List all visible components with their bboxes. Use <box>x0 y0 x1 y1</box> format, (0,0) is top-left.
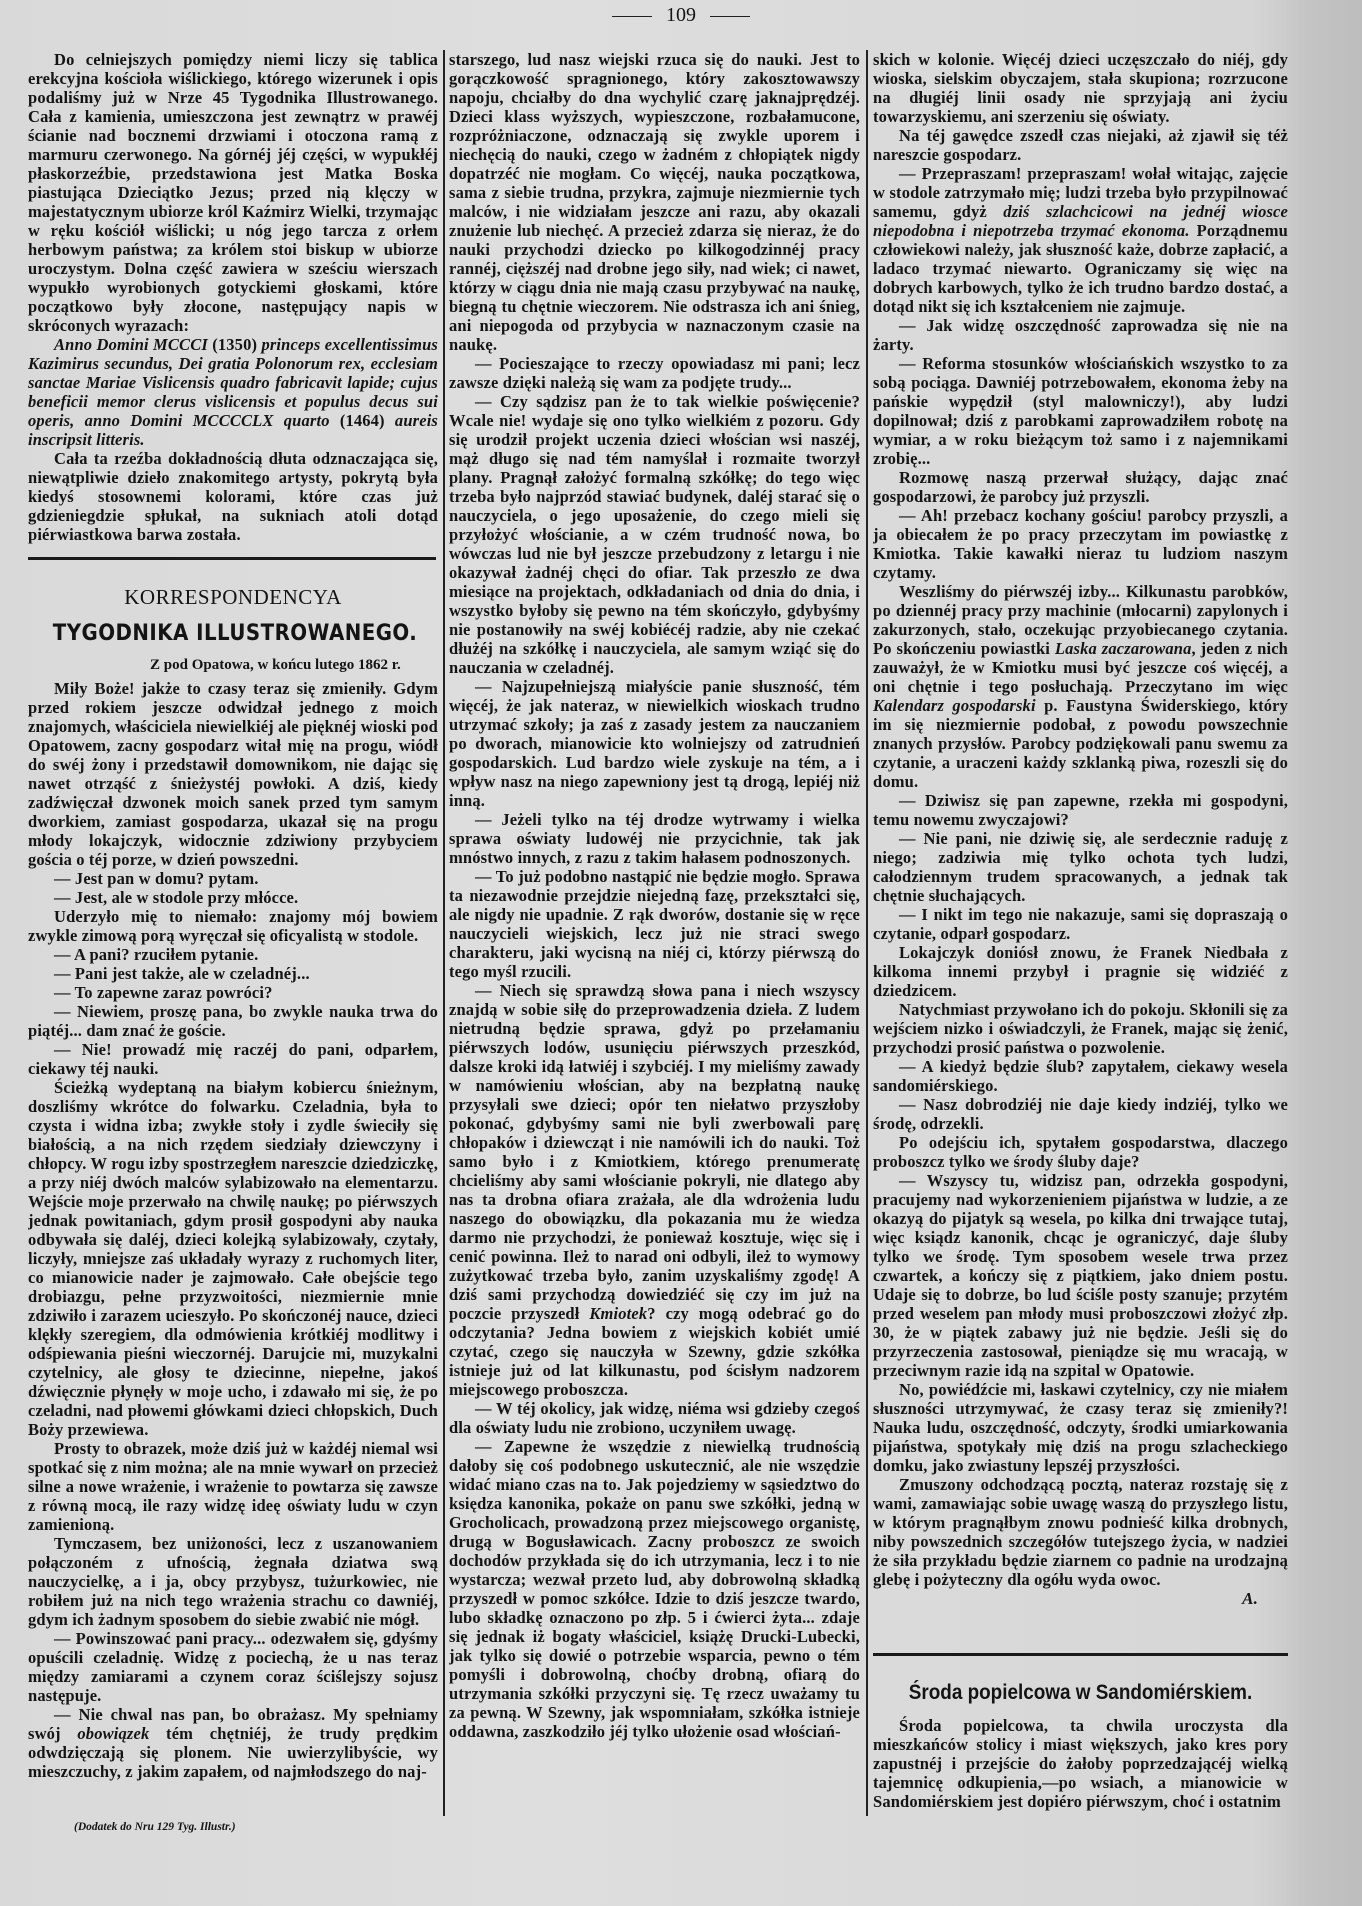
paragraph <box>28 335 438 449</box>
article-title: Środa popielcowa w Sandomiérskiem. <box>908 1681 1253 1704</box>
text-run: Rozmowę naszą przerwał służący, dając znać gospodarzowi, że parobcy już przyszli. <box>873 468 1288 506</box>
text-run: Na téj gawędce zszedł czas niejaki, aż zjawił się téż nareszcie gospodarz. <box>873 126 1288 164</box>
text-run: — A pani? rzuciłem pytanie. <box>54 945 259 964</box>
text-run: — Najzupełniejszą miałyście panie słuszność, tém więcéj, że jak nateraz, w niewielkich wioskach trudno utrzymać szkoły; ja zaś z zasady jestem za nauczaniem po dworach, mianowicie kto wolniejszy od zatrudnień gospodarskich. Lud bardzo wiele zyskuje na tém, a i wpływ nasz na niego zapewniony jest tą drogą, lepiéj niż inną. <box>449 677 860 810</box>
italic-text-run: Kmiotek <box>589 1304 648 1323</box>
text-run: Tymczasem, bez uniżoności, lecz z uszanowaniem połączoném z ufnością, żegnała dziatwa swą nauczycielkę, a i ja, obcy przybysz, tużurkowiec, nie robiłem już na nich tego wrażenia strachu co dawniéj, gdym ich żadnym sposobem do siebie zwabić nie mógł. <box>28 1534 438 1629</box>
paragraph <box>28 679 438 869</box>
text-run: — Wszyscy tu, widzisz pan, odrzekła gospodyni, pracujemy nad wykorzenieniem pijaństwa w ludzie, a ze okazyą do pijatyk są wesela, po kilka dni trwające tutaj, więc ksiądz kanonik, chcąc je ograniczyć, daje śluby tylko we środę. Tym sposobem wesele trwa przez czwartek, a kończy się z piątkiem, jako dniem postu. Udaje się to dobrze, bo lud ściśle posty szanuje; przytém przed weselem pan młody musi proboszczowi złożyć złp. 30, że w piątek zabawy już nie będzie. Jeśli się do przyrzeczenia zastosował, pieniądze się mu wracają, w przeciwnym razie idą na szpital w Opatowie. <box>873 1171 1288 1380</box>
paragraph <box>873 126 1288 164</box>
paragraph <box>873 50 1288 126</box>
paragraph <box>28 1705 438 1781</box>
text-run: Weszliśmy do piérwszéj izby... Kilkunastu parobków, po dziennéj pracy przy machinie (młocarni) zapylonych i zakurzonych, stało, oczekując przyobiecanego czytania. Po skończeniu powiastki <box>873 582 1288 658</box>
text-run: Uderzyło mię to niemało: znajomy mój bowiem zwykle zimową porą wyręczał się oficyalistą w stodole. <box>28 907 438 945</box>
text-run: starszego, lud nasz wiejski rzuca się do nauki. Jest to gorączkowość spragnionego, który zakosztowawszy napoju, chciałby do dna wychylić czarę jaknajprędzéj. Dzieci klass wyższych, wypieszczone, rozbałamucone, rozpróżniaczone, odznaczają się zwykle uporem i niechęcią do nauki, czego w żadném z chłopiątek nigdy dopatrzéć nie mogłam. Co więcéj, nauka początkowa, sama z siebie trudna, przykra, zajmuje niezmiernie tych malców, i nie widziałam jeszcze ani razu, aby okazali znużenie lub niechęć. A przecież zdarza się nieraz, że do nauki przychodzi dziecko po kilkogodzinnéj pracy rannéj, cięższéj nad drobne jego siły, nad wiek; ci nawet, którzy w ciągu dnia nie mają czasu przybywać na naukę, biegną tu chętnie wieczorem. Nie odstrasza ich ani śnieg, ani niepogoda od przybycia w naznaczonym czasie na naukę. <box>449 50 860 354</box>
paragraph <box>28 1078 438 1439</box>
italic-text-run: obowiązek <box>77 1724 150 1743</box>
text-run: — Ah! przebacz kochany gościu! parobcy przyszli, a ja obiecałem że po pracy przeczytam im powiastkę z Kmiotka. Takie kawałki nieraz tu ludziom naszym czytamy. <box>873 506 1288 582</box>
text-run: Porządnemu człowiekowi należy, jak słuszność każe, dobrze zapłacić, a ladaco trzymać niewarto. Ograniczamy się więc na dobrych karbowych, tylko że ich trudno bardzo dostać, a dotąd nikt się ich kształceniem nie zajmuje. <box>873 221 1288 316</box>
masthead-title: TYGODNIKA ILLUSTROWANEGO. <box>52 621 418 646</box>
text-run: — W téj okolicy, jak widzę, niéma wsi gdzieby czegoś dla oświaty ludu nie zrobiono, uczyniłem uwagę. <box>449 1399 860 1437</box>
paragraph <box>873 354 1288 468</box>
page-number <box>0 4 1362 27</box>
paragraph <box>873 468 1288 506</box>
section-divider <box>28 557 436 560</box>
divider <box>710 16 750 17</box>
text-run: — Jest, ale w stodole przy młócce. <box>54 888 299 907</box>
paragraph <box>449 1399 860 1437</box>
text-run: (1350) <box>212 335 262 354</box>
paragraph <box>873 1716 1288 1811</box>
text-run: Do celniejszych pomiędzy niemi liczy się tablica erekcyjna kościoła wiślickiego, którego wizerunek i opis podaliśmy już w Nrze 45 Tygodnika Illustrowanego. Cała z kamienia, umieszczona jest zewnątrz w prawéj ścianie nad bocznemi drzwiami i otoczona ramą z marmuru czerwonego. Na górnéj jéj części, w wypukłéj płaskorzeźbie, przedstawiona jest Matka Boska piastująca Dzieciątko Jezus; przed nią klęczy w majestatycznym ubiorze król Kaźmirz Wielki, trzymając w ręku kościół wiślicki; u nóg jego tarcza z orłem herbowym państwa; za królem stoi biskup w ubiorze uroczystym. Dolna część zawiera w sześciu wierszach wypukło wyrobionych gotyckiemi głoskami, które początkowo były złocone, następujący napis w skróconych wyrazach: <box>28 50 438 335</box>
text-run: — To już podobno nastąpić nie będzie mogło. Sprawa ta niezawodnie przejdzie niejedną fazę, przekształci się, ale nigdy nie upadnie. Z rąk dworów, dostanie się w ręce nauczycieli wiejskich, lecz już nie straci swego charakteru, jaki wycisną na niéj ci, którzy piérwszą do tego myśl rzucili. <box>449 867 860 981</box>
text-run: — Nie pani, nie dziwię się, ale serdecznie raduję z niego; zadziwia mię tylko ochota tych ludzi, całodziennym trudem spracowanych, a jednak tak chętnie słuchających. <box>873 829 1288 905</box>
paragraph <box>873 943 1288 1000</box>
paragraph <box>28 1439 438 1534</box>
text-run: — Czy sądzisz pan że to tak wielkie poświęcenie? Wcale nie! wydaje się ono tylko wielkiém z pozoru. Gdy się urodził projekt uczenia dzieci włościan wsi naszéj, mąż długo się nad tém namyślał i rozmaite tworzył plany. Pragnął założyć formalną szkółkę; do tego więc trzeba było najprzód stawiać budynek, daléj starać się o nauczyciela, o jego uposażenie, do czego mieli się przyłożyć włościanie, a w czém trudność nowa, bo wówczas lud nie był jeszcze przebudzony z letargu i nie okazywał żadnéj chęci do ofiar. Tak przeszło ze dwa miesiące na projektach, odkładaniach od dnia do dnia, i wszystko byłoby się pewno na tém skończyło, gdybyśmy nie postanowiły na swéj kobiécéj radzie, aby nie czekać dłużéj na szkółkę i nauczyciela, ale samym wziąć się do nauczania w czeladnéj. <box>449 392 860 677</box>
paragraph <box>873 316 1288 354</box>
letter-text-column-3 <box>873 50 1288 1648</box>
column-rule <box>866 50 868 1816</box>
text-run: — Jak widzę oszczędność zaprowadza się nie na żarty. <box>873 316 1288 354</box>
paragraph <box>28 1002 438 1040</box>
text-run: — Nasz dobrodziéj nie daje kiedy indziéj, tylko we środę, odrzekli. <box>873 1095 1288 1133</box>
text-run: p. Faustyna Świderskiego, który im się niezmiernie podobał, z powodu powszechnie znanych przysłów. Parobcy podziękowali panu swemu za czytanie, a uraczeni każdy szklanką piwa, rozeszli się do domu. <box>873 696 1288 791</box>
paragraph <box>449 354 860 392</box>
paragraph <box>28 907 438 945</box>
text-run: Prosty to obrazek, może dziś już w każdéj niemal wsi spotkać się z nim można; ale na mnie wywarł on przecież silne a nowe wrażenie, i wrażenie to powtarza się zawsze z równą mocą, ile razy widzę ideę oświaty ludu w czyn zamienioną. <box>28 1439 438 1534</box>
paragraph <box>873 905 1288 943</box>
paragraph <box>873 1380 1288 1475</box>
text-run: — To zapewne zaraz powróci? <box>54 983 273 1002</box>
italic-text-run: Laska zaczarowana <box>1054 639 1192 658</box>
text-run: , jeden z nich zauważył, że w Kmiotku musi być jeszcze coś więcéj, a oni chętnie i tego posłuchają. Przeczytano im więc <box>873 639 1288 696</box>
section-divider <box>873 1653 1288 1656</box>
paragraph <box>28 945 438 964</box>
letter-text-column-2 <box>449 50 860 1816</box>
paragraph <box>28 869 438 888</box>
paragraph <box>873 1000 1288 1057</box>
text-run: skich w kolonie. Więcéj dzieci uczęszczało do niéj, gdy wioska, sielskim obyczajem, stała skupiona; rozrzucone na długiéj linii osady nie sprzyjają ani życiu towarzyskiemu, ani szerzeniu się oświaty. <box>873 50 1288 126</box>
paragraph <box>873 829 1288 905</box>
section-heading: KORRESPONDENCYA <box>124 585 342 609</box>
paragraph <box>28 1040 438 1078</box>
paragraph <box>28 888 438 907</box>
text-run: — Powinszować pani pracy... odezwałem się, gdyśmy opuścili czeladnię. Widzę z pociechą, że u nas teraz między zamiarami a czynem coraz ściślejszy sojusz następuje. <box>28 1629 438 1705</box>
text-run: — Niech się sprawdzą słowa pana i niech wszyscy znajdą w sobie siłę do przeprowadzenia dzieła. Z ludem nietrudną będzie sprawa, gdyż po przełamaniu piérwszych lodów, usunięciu piérwszych przeszkód, dalsze kroki idą łatwiéj i szybciéj. I my mieliśmy zawady w namówieniu włościan, aby na bezpłatną naukę przysyłali swe dzieci; opór ten niełatwo przyszłoby pokonać, gdybyśmy sami nie byli zwerbowali parę chłopaków i dziewcząt i nie namówili ich do nauki. Toż samo było i z Kmiotkiem, którego prenumeratę chcieliśmy aby sami włościanie pokryli, nie dlatego aby nas ta drobna ofiara zrażała, ale dla wdrożenia ludu naszego do obowiązku, dla pokazania mu że wiedza darmo nie przychodzi, że ponieważ kosztuje, więc się i cenić powinna. Ileż to narad oni odbyli, ileż to wymowy zużytkować trzeba było, zanim uzyskaliśmy zgodę! A dziś sami przychodzą dowiedziéć się czy im już na poczcie przyszedł <box>449 981 860 1323</box>
text-run: — Dziwisz się pan zapewne, rzekła mi gospodyni, temu nowemu zwyczajowi? <box>873 791 1288 829</box>
paragraph <box>449 677 860 810</box>
text-run: Lokajczyk doniósł znowu, że Franek Niedbała z kilkoma innemi przybył i pragnie się widziéć z dziedzicem. <box>873 943 1288 1000</box>
article-inscription-text <box>28 50 438 550</box>
italic-text-run: princeps excellentissimus Kazimirus secundus, Dei gratia Polonorum rex, ecclesiam sanctae Mariae Vislicensis quadro fabricavit lapide; cujus beneficii memor clerus vislicensis et populus decus sui operis, anno Domini MCCCCLX quarto <box>28 335 438 430</box>
paragraph <box>873 1057 1288 1095</box>
text-run: — Pocieszające to rzeczy opowiadasz mi pani; lecz zawsze dzięki należą się wam za podjęte trudy... <box>449 354 860 392</box>
text-run: — Przepraszam! przepraszam! wołał witając, zajęcie w stodole zatrzymało mię; ludzi trzeba było przypilnować samemu, gdyż <box>873 164 1288 221</box>
text-run: Po odejściu ich, spytałem gospodarstwa, dlaczego proboszcz tylko we środy śluby daje? <box>873 1133 1288 1171</box>
text-run: — Zapewne że wszędzie z niewielką trudnością dałoby się coś podobnego uskutecznić, ale nie wszędzie widać miano czas na to. Jak pojedziemy w sąsiedztwo do księdza kanonika, pokaże on panu swe szkółki, jedną w Grocholicach, prowadzoną przez miejscowego organistę, drugą w Bogusławicach. Zacny proboszcz ze swoich dochodów przykłada się do ich utrzymania, lecz i to nie wystarcza; wezwał przeto lud, aby dobrowolną składką przyszedł w pomoc szkółce. Idzie to dziś jeszcze twardo, lubo składkę oznaczono po złp. 5 i ćwierci żyta... zdaje się jednak iż bogaty właściciel, książę Drucki-Lubecki, jak tylko się dowié o potrzebie wsparcia, pewno o tém pomyśli i dobrowolną, choćby drobną, ofiarą do utrzymania szkółki przyczyni się. Tę rzecz uważamy tu za pewną. W Szewny, jak wspomniałam, szkółka istnieje oddawna, zaszkodziło jéj tylko ułożenie osad włościań- <box>449 1437 860 1741</box>
text-run: — Nie! prowadź mię raczéj do pani, odparłem, ciekawy téj nauki. <box>28 1040 438 1078</box>
paragraph <box>873 582 1288 791</box>
paragraph <box>449 867 860 981</box>
text-run: — Nie chwal nas pan, bo obrażasz. My spełniamy swój <box>28 1705 438 1743</box>
paragraph <box>449 50 860 354</box>
italic-text-run: aureis inscripsit litteris. <box>28 411 438 449</box>
text-run: — Niewiem, proszę pana, bo zwykle nauka trwa do piątéj... dam znać że goście. <box>28 1002 438 1040</box>
divider <box>612 16 652 17</box>
paragraph <box>28 1629 438 1705</box>
paragraph <box>28 964 438 983</box>
italic-text-run: Anno Domini MCCCI <box>54 335 213 354</box>
article-ash-wednesday-text <box>873 1716 1288 1816</box>
text-run: Miły Boże! jakże to czasy teraz się zmieniły. Gdym przed rokiem jeszcze odwidzał jednego z moich znajomych, właściciela niewielkiéj ale pięknéj wioski pod Opatowem, zacny gospodarz witał mię na progu, wiódł do swéj żony i przedstawił domownikom, nie dając się nawet otrząść z śnieżystéj powłoki. A dziś, kiedy zadźwięczał dzwonek moich sanek przed tym samym dworkiem, zamiast gospodarza, ukazał się na progu młody lokajczyk, widocznie zdziwiony przybyciem gościa o téj porze, w dzień powszedni. <box>28 679 438 869</box>
paragraph <box>449 392 860 677</box>
letter-text-column-1 <box>28 679 438 1817</box>
paragraph <box>449 810 860 867</box>
footnote: (Dodatek do Nru 129 Tyg. Illustr.) <box>74 1821 236 1833</box>
paragraph <box>28 50 438 335</box>
text-run: Ścieżką wydeptaną na białym kobiercu śnieżnym, doszliśmy wkrótce do folwarku. Czeladnia, była to czysta i widna izba; zwykłe stoły i zydle świeciły się białością, a na nich rzędem siedziały dziewczyny i chłopcy. W rogu izby spostrzegłem nareszcie dziedziczkę, a przy niéj dwóch malców sylabizowało na elementarzu. Wejście moje przerwało na chwilę naukę; po piérwszych jednak powitaniach, gdym prosił gospodyni aby nauka odbywała się daléj, dzieci kolejką sylabizowały, czytały, liczyły, mniejsze zaś układały wyrazy z ruchomych liter, co mianowicie nader je zajmowało. Całe obejście tego drobiazgu, pełne przyzwoitości, niezmiernie mnie zdziwiło i zarazem ucieszyło. Po skończonéj nauce, dzieci klękły szeregiem, dla odmówienia krótkiéj modlitwy i odśpiewania pieśni wieczornéj. Darujcie mi, muzykalni czytelnicy, ale głosy te dziecinne, niepełne, jakoś dźwięcznie płynęły w moje ucho, i zdawało mi się, że po czeladni, nad płowemi główkami dzieci chłopskich, Duch Boży przewiewa. <box>28 1078 438 1439</box>
dateline: Z pod Opatowa, w końcu lutego 1862 r. <box>150 657 401 673</box>
page-number-text: 109 <box>666 4 696 26</box>
paragraph <box>873 1171 1288 1380</box>
text-run: — I nikt im tego nie nakazuje, sami się dopraszają o czytanie, odparł gospodarz. <box>873 905 1288 943</box>
text-run: tém chętniéj, że trudy prędkim odwdzięczają się plonem. Nie uwierzylibyście, wy mieszczuchy, z jakim zapałem, od najmłodszego do naj- <box>28 1724 438 1781</box>
paragraph <box>28 449 438 544</box>
text-run: Środa popielcowa, ta chwila uroczysta dla mieszkańców stolicy i miast większych, jako kres pory zapustnéj i przejście do żałoby poprzedzającéj wielką tajemnicę odkupienia,—po wsiach, a mianowicie w Sandomiérskiem jest dopiéro piérwszym, choć i ostatnim <box>873 1716 1288 1811</box>
text-run: — Reforma stosunków włościańskich wszystko to za sobą pociąga. Dawniéj potrzebowałem, ekonoma żeby na pańskie wypędził (styl malowniczy!), aby ludzi dopilnował; dziś z parobkami zaprowadziłem robotę na wymiar, a w roku bieżącym toż samo i z najemnikami zrobię... <box>873 354 1288 468</box>
text-run: Natychmiast przywołano ich do pokoju. Skłonili się za wejściem nizko i oświadczyli, że Franek, mając się żenić, przychodzi prosić państwa o pozwolenie. <box>873 1000 1288 1057</box>
paragraph <box>449 981 860 1399</box>
author-signature: A. <box>1242 1589 1258 1608</box>
paragraph <box>873 1095 1288 1133</box>
paragraph <box>873 506 1288 582</box>
text-run: No, powiédźcie mi, łaskawi czytelnicy, czy nie miałem słuszności utrzymywać, że czasy teraz się zmieniły?! Nauka ludu, oszczędność, odczyty, środki umiarkowania pijaństwa, spotykały mię dziś na progu szlacheckiego domku, jako zwiastuny lepszéj przyszłości. <box>873 1380 1288 1475</box>
paragraph <box>449 1437 860 1741</box>
text-run: ? czy mogą odebrać go do odczytania? Jedna bowiem z wiejskich kobiét umié czytać, czego się nauczyła w Szewny, gdzie szkółka istnieje już od lat kilkunastu, pod ścisłym nadzorem miejscowego proboszcza. <box>449 1304 860 1399</box>
column-rule <box>443 50 445 1816</box>
text-run: — Jeżeli tylko na téj drodze wytrwamy i wielka sprawa oświaty ludowéj nie przycichnie, tak jak mnóstwo innych, z razu z takim hałasem podnoszonych. <box>449 810 860 867</box>
italic-text-run: dziś szlachcicowi na jednéj wiosce niepodobna i niepotrzeba trzymać ekonoma. <box>873 202 1288 240</box>
paragraph <box>873 1133 1288 1171</box>
paragraph <box>873 1475 1288 1589</box>
text-run: (1464) <box>339 411 395 430</box>
text-run: — Pani jest także, ale w czeladnéj... <box>54 964 310 983</box>
text-run: Cała ta rzeźba dokładnością dłuta odznaczająca się, niewątpliwie dzieło znakomitego artysty, pokrytą była kiedyś stosownemi kolorami, które czas już gdzieniegdzie spłukał, na sukniach atoli dotąd piérwiastkowa barwa została. <box>28 449 438 544</box>
text-run: — Jest pan w domu? pytam. <box>54 869 259 888</box>
paragraph <box>873 791 1288 829</box>
paragraph <box>28 983 438 1002</box>
text-run: Zmuszony odchodzącą pocztą, nateraz rozstaję się z wami, zamawiając sobie uwagę waszą do przyszłego listu, w którym pragnąłbym znowu podnieść kilka drobnych, niby powszednich szczegółów tutejszego życia, w nadziei że siła przykładu będzie ziarnem co padnie na urodzajną glebę i pożyteczny dla ogółu wyda owoc. <box>873 1475 1288 1589</box>
italic-text-run: Kalendarz gospodarski <box>873 696 1036 715</box>
paragraph <box>873 164 1288 316</box>
text-run: — A kiedyż będzie ślub? zapytałem, ciekawy wesela sandomiérskiego. <box>873 1057 1288 1095</box>
paragraph <box>28 1534 438 1629</box>
